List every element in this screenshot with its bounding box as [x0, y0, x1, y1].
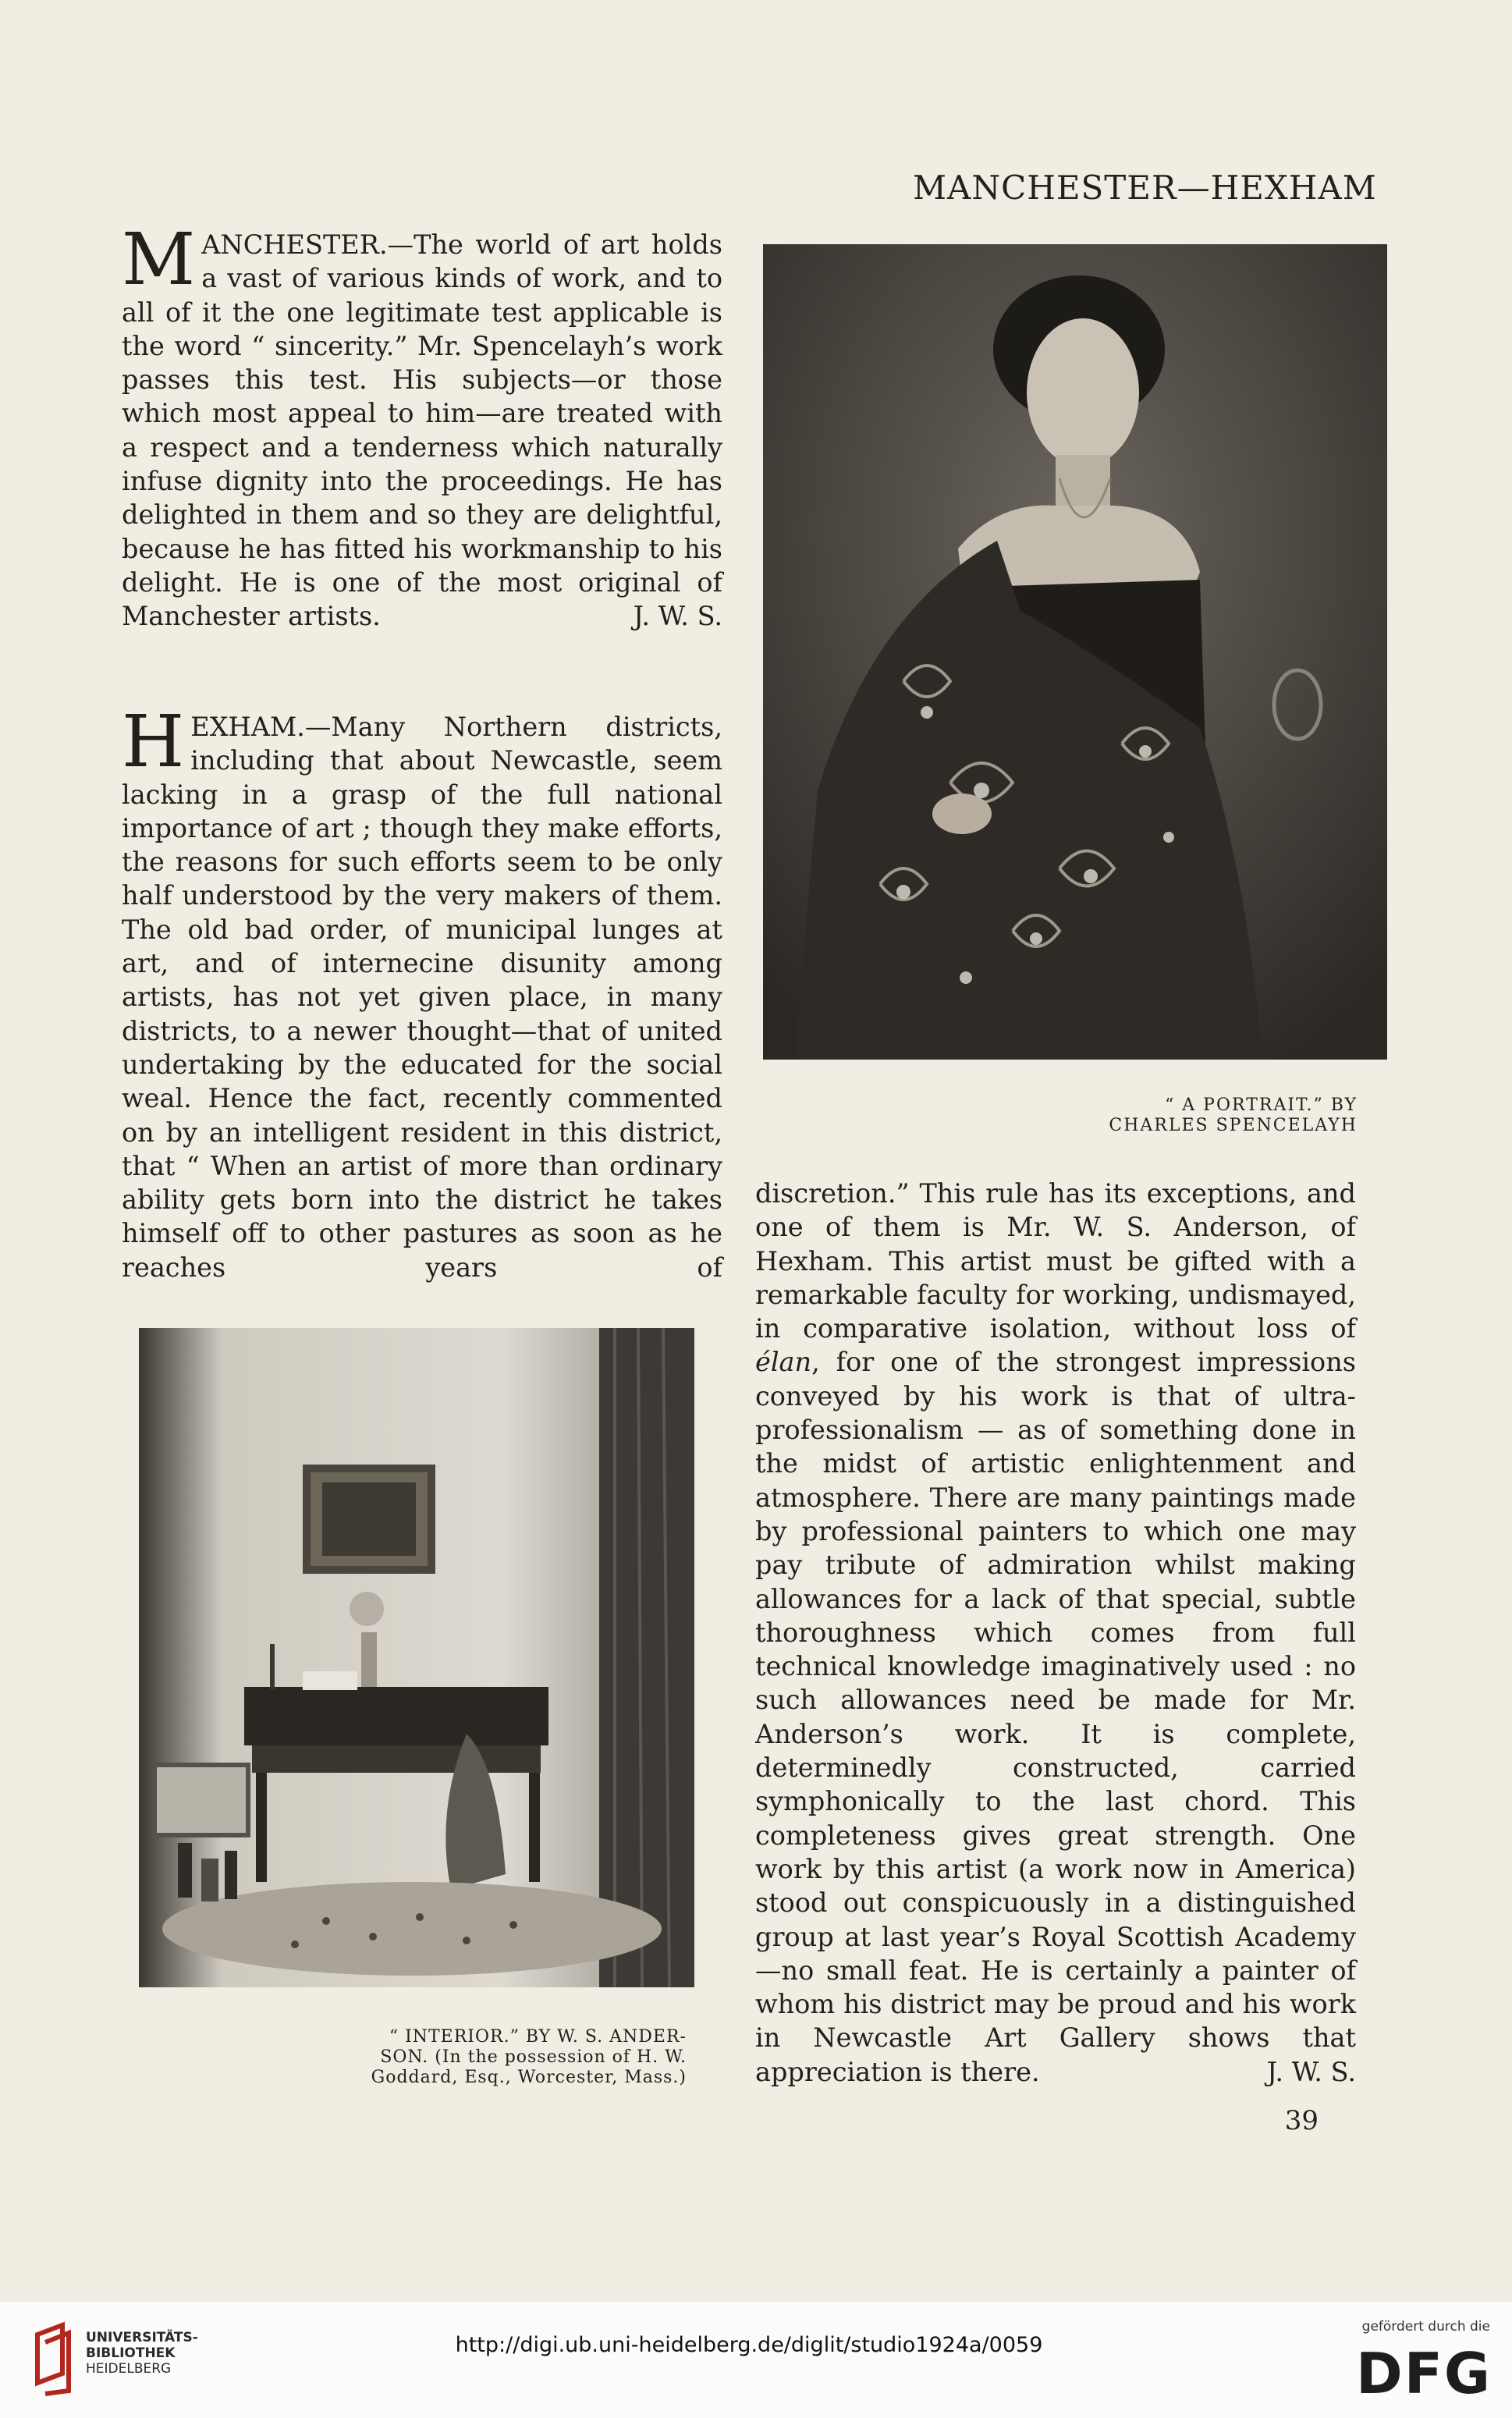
- library-line2: BIBLIOTHEK: [86, 2345, 176, 2361]
- drop-cap-m: M: [122, 218, 196, 301]
- drop-cap-h: H: [122, 700, 185, 783]
- manchester-signature: J. W. S.: [633, 601, 722, 632]
- page-number: 39: [1284, 2105, 1319, 2136]
- hexham-article-left: [122, 700, 722, 1284]
- portrait-photo: [763, 244, 1387, 1060]
- interior-caption-note: (In the possession of H. W. Goddard, Esq., Worcester, Mass.): [371, 2047, 687, 2087]
- portrait-caption-line1: “ A PORTRAIT.” BY: [1165, 1095, 1358, 1115]
- funded-by-label: gefördert durch die: [1361, 2319, 1490, 2335]
- hexham-text-right-cont: , for one of the strongest impressions conveyed by his work is that of ultra-professionalism — as of something done in the midst of artistic enlightenment and atmosphere. There are many paintings made by professional painters to which one may pay tribute of admiration whilst making allowances for a lack of that special, subtle thoroughness which comes from full technical knowledge imaginatively used : no such allowances need be made for Mr. Anderson’s work. It is complete, determinedly constructed, carried symphonically to the last chord. This completeness gives great strength. One work by this artist (a work now in America) stood out conspicuously in a distinguished group at last year’s Royal Scottish Academy —no small feat. He is certainly a painter of whom his district may be proud and his work in Newcastle Art Gallery shows that appreciation is there.: [755, 1347, 1356, 2087]
- hexham-text-italic: élan: [755, 1347, 812, 1378]
- interior-image: [139, 1328, 694, 1987]
- dfg-logo: DFG: [1355, 2341, 1492, 2406]
- interior-caption-son: SON.: [380, 2047, 429, 2067]
- interior-caption: [289, 2027, 687, 2088]
- hexham-text-left: EXHAM.—Many Northern districts, including that about Newcastle, seem lacking in a grasp of the full national importance of art ; though they make efforts, the reasons for such efforts seem to be only half understood by the very makers of them. The old bad order, of municipal lunges at art, and of internecine disunity among artists, has not yet given place, in many districts, to a newer thought—that of united undertaking by the educated for the social weal. Hence the fact, recently commented on by an intelligent resident in this district, that “ When an artist of more than ordinary ability gets born into the district he takes himself off to other pastures as soon as he reaches years of: [122, 712, 722, 1283]
- hexham-signature: J. W. S.: [1266, 2056, 1356, 2087]
- footer-bar: [0, 2302, 1512, 2418]
- portrait-image: [763, 244, 1387, 1060]
- library-line1: UNIVERSITÄTS-: [86, 2330, 198, 2345]
- interior-photo: [139, 1328, 694, 1987]
- portrait-caption-line2: CHARLES SPENCELAYH: [1109, 1116, 1358, 1135]
- library-name: [86, 2330, 198, 2377]
- interior-caption-line1: “ INTERIOR.” BY W. S. ANDER-: [389, 2027, 687, 2047]
- manchester-text: ANCHESTER.—The world of art holds a vast of various kinds of work, and to all of it the one legitimate test applicable is the word “ sincerity.” Mr. Spencelayh’s work passes this test. His subjects—or those which most appeal to him—are treated with a respect and a tenderness which naturally infuse dignity into the proceedings. He has delighted in them and so they are delightful, because he has fitted his workmanship to his delight. He is one of the most original of Manchester artists.: [122, 229, 722, 632]
- hexham-text-right: discretion.” This rule has its exceptions, and one of them is Mr. W. S. Anderson, of Hexham. This artist must be gifted with a remarkable faculty for working, undismayed, in comparative isolation, without loss of: [755, 1178, 1356, 1344]
- interior-caption-line2: [289, 2047, 687, 2088]
- manchester-article: [122, 218, 722, 634]
- library-line3: HEIDELBERG: [86, 2361, 172, 2377]
- portrait-caption: [967, 1095, 1358, 1136]
- library-logo-icon: [31, 2319, 75, 2397]
- footer-url-link[interactable]: http://digi.ub.uni-heidelberg.de/diglit/studio1924a/0059: [455, 2333, 1043, 2357]
- running-head: MANCHESTER—HEXHAM: [913, 169, 1377, 207]
- hexham-article-right: [755, 1177, 1356, 2089]
